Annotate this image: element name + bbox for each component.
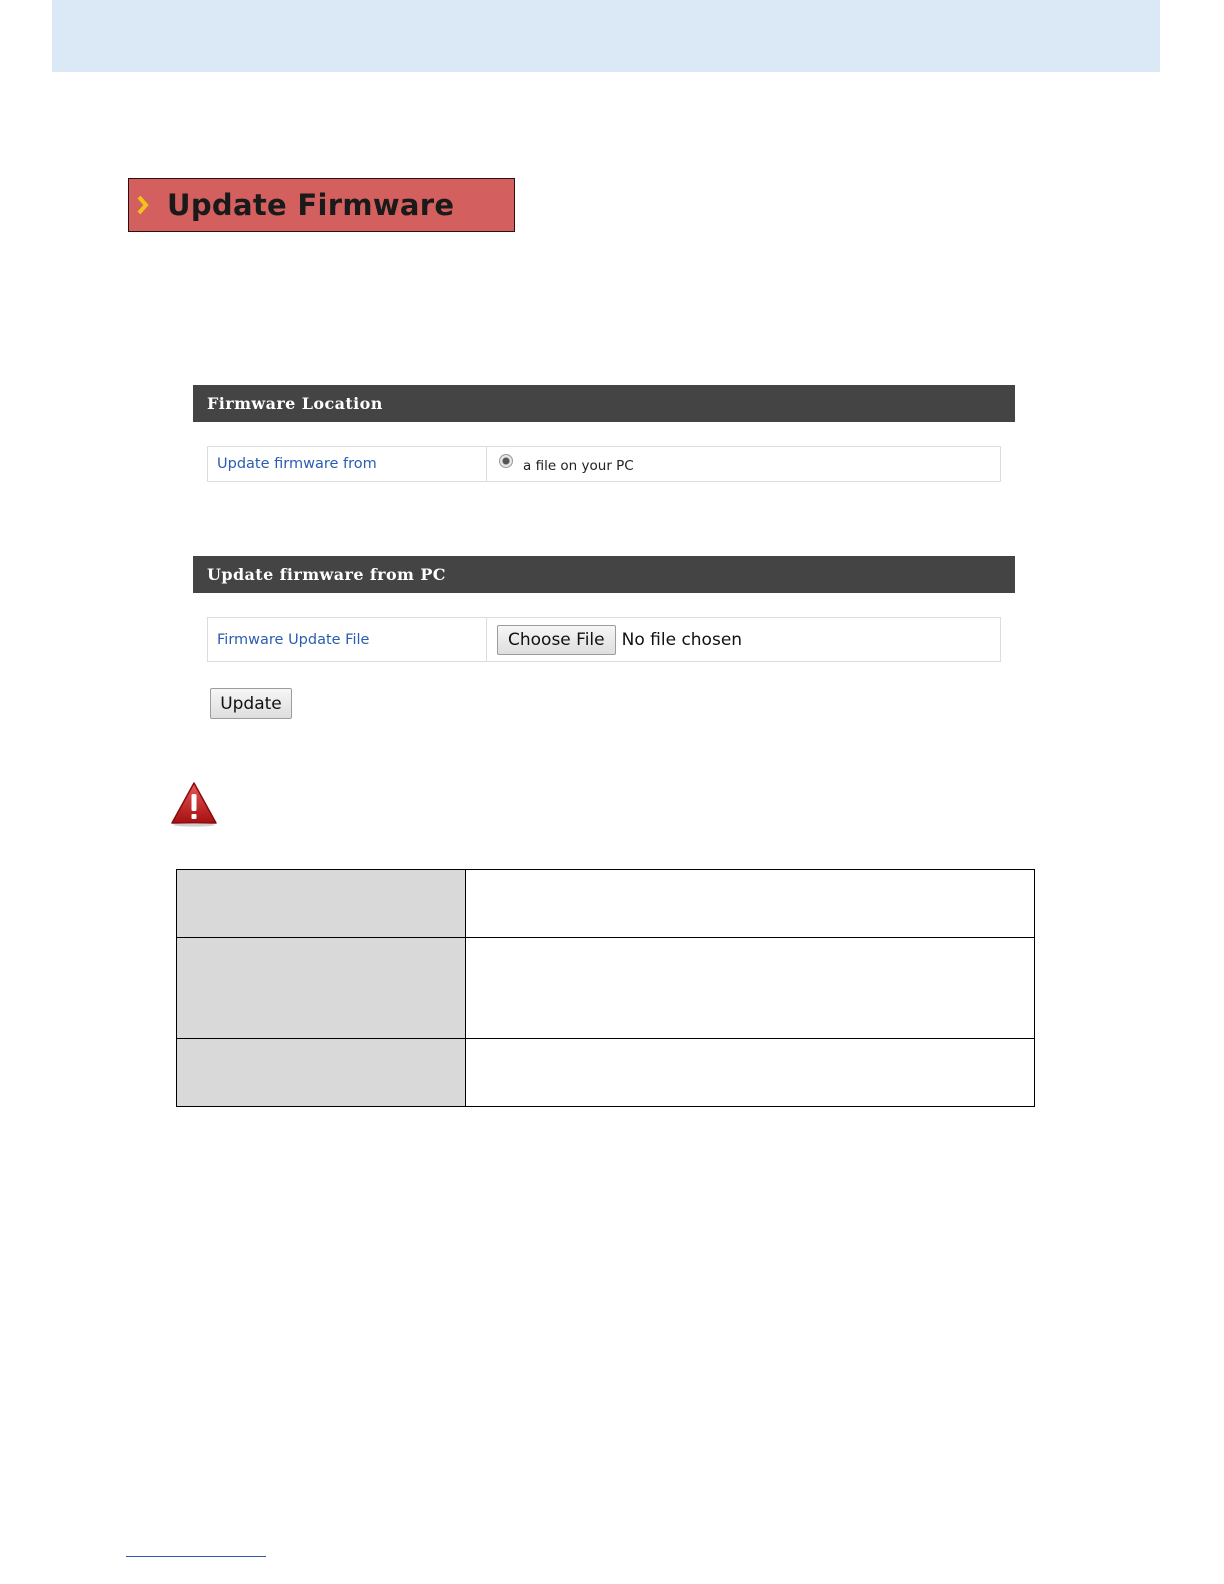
update-from-row: [207, 446, 1001, 482]
table-key-cell: [177, 870, 466, 938]
firmware-file-label: Firmware Update File: [208, 618, 487, 661]
chevron-right-icon: [136, 194, 150, 216]
section-title: Update Firmware: [167, 188, 455, 222]
pc-file-radio[interactable]: [499, 454, 513, 468]
footer-link-underline: [126, 1556, 266, 1557]
update-from-label: Update firmware from: [208, 447, 487, 481]
page-top-band: [52, 0, 1160, 72]
table-row: [177, 1039, 1035, 1107]
info-table: [176, 869, 1035, 1107]
table-value-cell: [466, 870, 1035, 938]
table-key-cell: [177, 938, 466, 1039]
table-key-cell: [177, 1039, 466, 1107]
pc-file-radio-label: a file on your PC: [523, 458, 634, 474]
firmware-file-value: [487, 618, 1000, 661]
firmware-file-row: [207, 617, 1001, 662]
table-value-cell: [466, 1039, 1035, 1107]
table-row: [177, 870, 1035, 938]
table-row: [177, 938, 1035, 1039]
warning-triangle-icon: [170, 781, 218, 827]
table-value-cell: [466, 938, 1035, 1039]
update-button[interactable]: Update: [210, 688, 292, 719]
choose-file-button[interactable]: Choose File: [497, 625, 616, 655]
update-from-value: [487, 447, 1000, 481]
firmware-location-header: Firmware Location: [193, 385, 1015, 422]
file-status-text: No file chosen: [621, 629, 743, 650]
update-from-pc-header: Update firmware from PC: [193, 556, 1015, 593]
section-banner: [128, 178, 515, 232]
